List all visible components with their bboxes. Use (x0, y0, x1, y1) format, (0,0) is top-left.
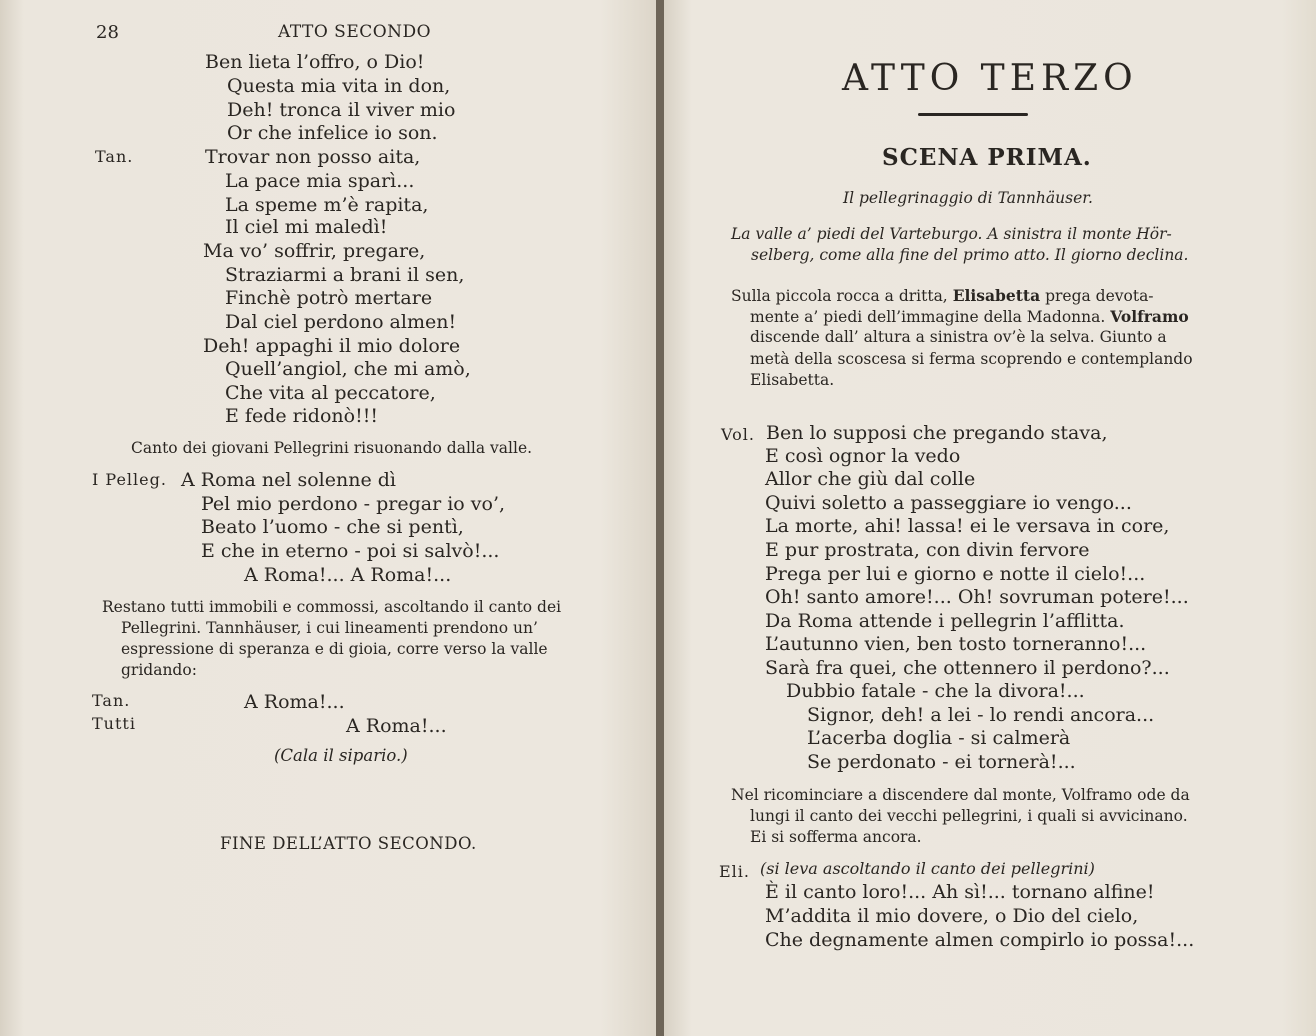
book-gutter (656, 0, 664, 1036)
verse-line: Che degnamente almen compirlo io possa!... (765, 929, 1195, 951)
verse-line: Straziarmi a brani il sen, (225, 264, 465, 286)
verse-line: Deh! tronca il viver mio (227, 99, 456, 121)
verse-line: Se perdonato - ei tornerà!... (807, 751, 1076, 773)
verse-line: Or che infelice io son. (227, 122, 438, 144)
verse-line: Allor che giù dal colle (765, 468, 976, 490)
stage-direction: espressione di speranza e di gioia, corre verso la valle (121, 640, 548, 658)
verse-line: Pel mio perdono - pregar io vo’, (201, 493, 506, 515)
verse-line: A Roma!... (346, 715, 447, 737)
verse-line: Sarà fra quei, che ottennero il perdono?... (765, 657, 1170, 679)
verse-line: Trovar non posso aita, (205, 146, 421, 168)
verse-line: E pur prostrata, con divin fervore (765, 539, 1090, 561)
speaker-label: Vol. (721, 425, 755, 444)
stage-text: prega devota- (1045, 287, 1154, 305)
character-name: Elisabetta (952, 286, 1041, 305)
verse-line: Ma vo’ soffrir, pregare, (203, 240, 426, 262)
verse-line: A Roma!... A Roma!... (244, 564, 452, 586)
verse-line: Ben lo supposi che pregando stava, (766, 422, 1108, 444)
scene-subtitle: Il pellegrinaggio di Tannhäuser. (843, 189, 1093, 207)
verse-line: Il ciel mi maledì! (225, 216, 388, 238)
stage-direction: (Cala il sipario.) (274, 746, 408, 765)
act-end-title: FINE DELL’ATTO SECONDO. (220, 834, 477, 853)
character-name: Volframo (1110, 307, 1189, 326)
speaker-label: I Pelleg. (92, 470, 167, 489)
scene-title: SCENA PRIMA. (882, 144, 1092, 171)
stage-direction (750, 306, 1189, 328)
stage-direction: Nel ricominciare a discendere dal monte, Volframo ode da (731, 786, 1190, 804)
stage-direction: gridando: (121, 661, 197, 679)
verse-line: La morte, ahi! lassa! ei le versava in core, (765, 515, 1170, 537)
page-number: 28 (96, 22, 119, 43)
stage-text: mente a’ piedi dell’immagine della Madonna. (750, 308, 1106, 326)
stage-direction: Ei si sofferma ancora. (750, 828, 922, 846)
verse-line: Quell’angiol, che mi amò, (225, 358, 471, 380)
running-head: ATTO SECONDO (278, 22, 432, 42)
scene-setting: La valle a’ piedi del Varteburgo. A sinistra il monte Hör- (731, 225, 1172, 243)
verse-line: Beato l’uomo - che si pentì, (201, 516, 464, 538)
stage-direction: Elisabetta. (750, 371, 835, 389)
stage-direction: metà della scoscesa si ferma scoprendo e contemplando (750, 350, 1193, 368)
verse-line: Dal ciel perdono almen! (225, 311, 457, 333)
verse-line: La speme m’è rapita, (225, 194, 429, 216)
stage-direction: Restano tutti immobili e commossi, ascoltando il canto dei (102, 598, 562, 616)
stage-direction: Canto dei giovani Pellegrini risuonando dalla valle. (131, 439, 533, 457)
verse-line: E che in eterno - poi si salvò!... (201, 540, 500, 562)
title-divider (918, 113, 1028, 116)
stage-direction: (si leva ascoltando il canto dei pellegrini) (760, 859, 1095, 878)
verse-line: Da Roma attende i pellegrin l’afflitta. (765, 610, 1125, 632)
verse-line: Dubbio fatale - che la divora!... (786, 680, 1085, 702)
speaker-label: Tan. (95, 147, 134, 166)
verse-line: A Roma!... (244, 691, 345, 713)
verse-line: M’addita il mio dovere, o Dio del cielo, (765, 905, 1139, 927)
stage-direction: lungi il canto dei vecchi pellegrini, i quali si avvicinano. (750, 807, 1188, 825)
verse-line: Deh! appaghi il mio dolore (203, 335, 461, 357)
scene-setting: selberg, come alla fine del primo atto. Il giorno declina. (751, 246, 1189, 264)
verse-line: È il canto loro!... Ah sì!... tornano alfine! (765, 881, 1155, 903)
verse-line: Finchè potrò mertare (225, 287, 433, 309)
verse-line: Ben lieta l’offro, o Dio! (205, 51, 425, 73)
verse-line: A Roma nel solenne dì (181, 469, 396, 491)
verse-line: Che vita al peccatore, (225, 382, 436, 404)
stage-text: Sulla piccola rocca a dritta, (731, 287, 948, 305)
speaker-label: Eli. (719, 862, 750, 881)
verse-line: E così ognor la vedo (765, 445, 961, 467)
stage-direction: Pellegrini. Tannhäuser, i cui lineamenti prendono un’ (121, 619, 538, 637)
verse-line: Quivi soletto a passeggiare io vengo... (765, 492, 1132, 514)
verse-line: Prega per lui e giorno e notte il cielo!... (765, 563, 1146, 585)
verse-line: Oh! santo amore!... Oh! sovruman potere!... (765, 586, 1189, 608)
verse-line: L’autunno vien, ben tosto torneranno!... (765, 633, 1147, 655)
verse-line: La pace mia sparì... (225, 170, 415, 192)
verse-line: L’acerba doglia - si calmerà (807, 727, 1071, 749)
speaker-label: Tutti (92, 714, 136, 733)
act-title: ATTO TERZO (842, 58, 1138, 99)
verse-line: Questa mia vita in don, (227, 75, 451, 97)
verse-line: E fede ridonò!!! (225, 405, 378, 427)
stage-direction (731, 285, 1154, 307)
verse-line: Signor, deh! a lei - lo rendi ancora... (807, 704, 1155, 726)
stage-direction: discende dall’ altura a sinistra ov’è la selva. Giunto a (750, 328, 1167, 346)
speaker-label: Tan. (92, 691, 131, 710)
